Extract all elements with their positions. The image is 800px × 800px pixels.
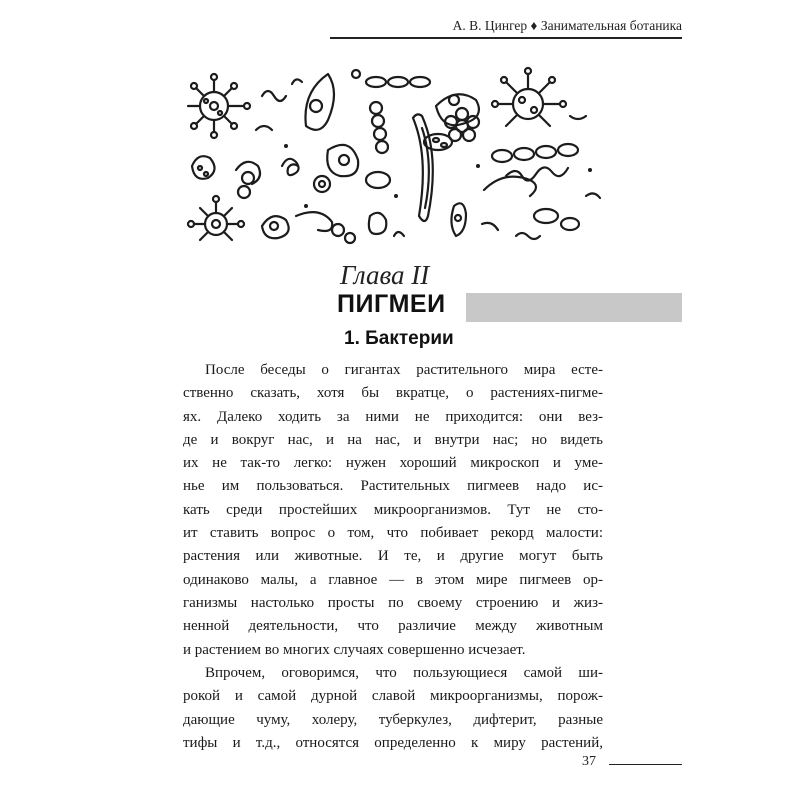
paragraph-1: [183, 359, 603, 662]
text-line: ит ставить вопрос о том, что побивает рекорд малости:: [183, 525, 603, 542]
header-rule: [330, 37, 682, 39]
text-line: их не так-то легко: нужен хороший микроскоп и уме-: [183, 455, 603, 472]
paragraph-2: [183, 662, 603, 755]
text-line: кать среди простейших микроорганизмов. Тут не сто-: [183, 501, 603, 518]
text-line: растения или животные. И те, и другие могут быть: [183, 548, 603, 565]
microorganisms-illustration: [186, 66, 604, 246]
text-line: ганизмы настолько просты по своему строению и жиз-: [183, 594, 603, 611]
text-line: одинаково малы, а главное — в этом мире пигмеев ор-: [183, 571, 603, 588]
text-line: де и вокруг нас, и на нас, и внутри нас; но видеть: [183, 431, 603, 448]
streptococcus-icon: [370, 102, 388, 153]
text-line: Впрочем, оговоримся, что пользующиеся самой ши-: [205, 665, 603, 681]
section-title: 1. Бактерии: [344, 328, 454, 349]
virus-icon: [188, 74, 250, 138]
cell-icon: [305, 74, 334, 130]
text-line: После беседы о гигантах растительного мира есте-: [205, 362, 603, 378]
footer-rule: [609, 764, 682, 765]
text-line: нье им пользоваться. Растительных пигмеев надо ис-: [183, 478, 603, 495]
text-line: и растением во многих случаях совершенно исчезает.: [183, 641, 526, 658]
bacteria-chain-icon: [366, 77, 430, 87]
page-number: 37: [582, 754, 596, 769]
text-line: рокой и самой дурной славой микроорганизмы, порож-: [183, 688, 603, 705]
text-line: тифы и т.д., относятся определенно к миру растений,: [183, 734, 603, 751]
virus-icon: [188, 196, 244, 240]
chapter-title-band: [466, 293, 682, 322]
running-header: А. В. Цингер ♦ Занимательная ботаника: [452, 18, 682, 33]
chapter-title: ПИГМЕИ: [337, 290, 446, 318]
text-line: ненной деятельности, что различие между животным: [183, 618, 603, 635]
rod-bacterium-icon: [413, 114, 433, 221]
text-line: ственно сказать, хотя бы вкратце, о растениях-пигме-: [183, 385, 603, 402]
text-line: дающие чуму, холеру, туберкулез, дифтерит, разные: [183, 711, 603, 728]
chapter-number: Глава II: [340, 260, 430, 290]
virus-icon: [492, 68, 566, 126]
text-line: ях. Далеко ходить за ними не приходится: они вез-: [183, 408, 603, 425]
